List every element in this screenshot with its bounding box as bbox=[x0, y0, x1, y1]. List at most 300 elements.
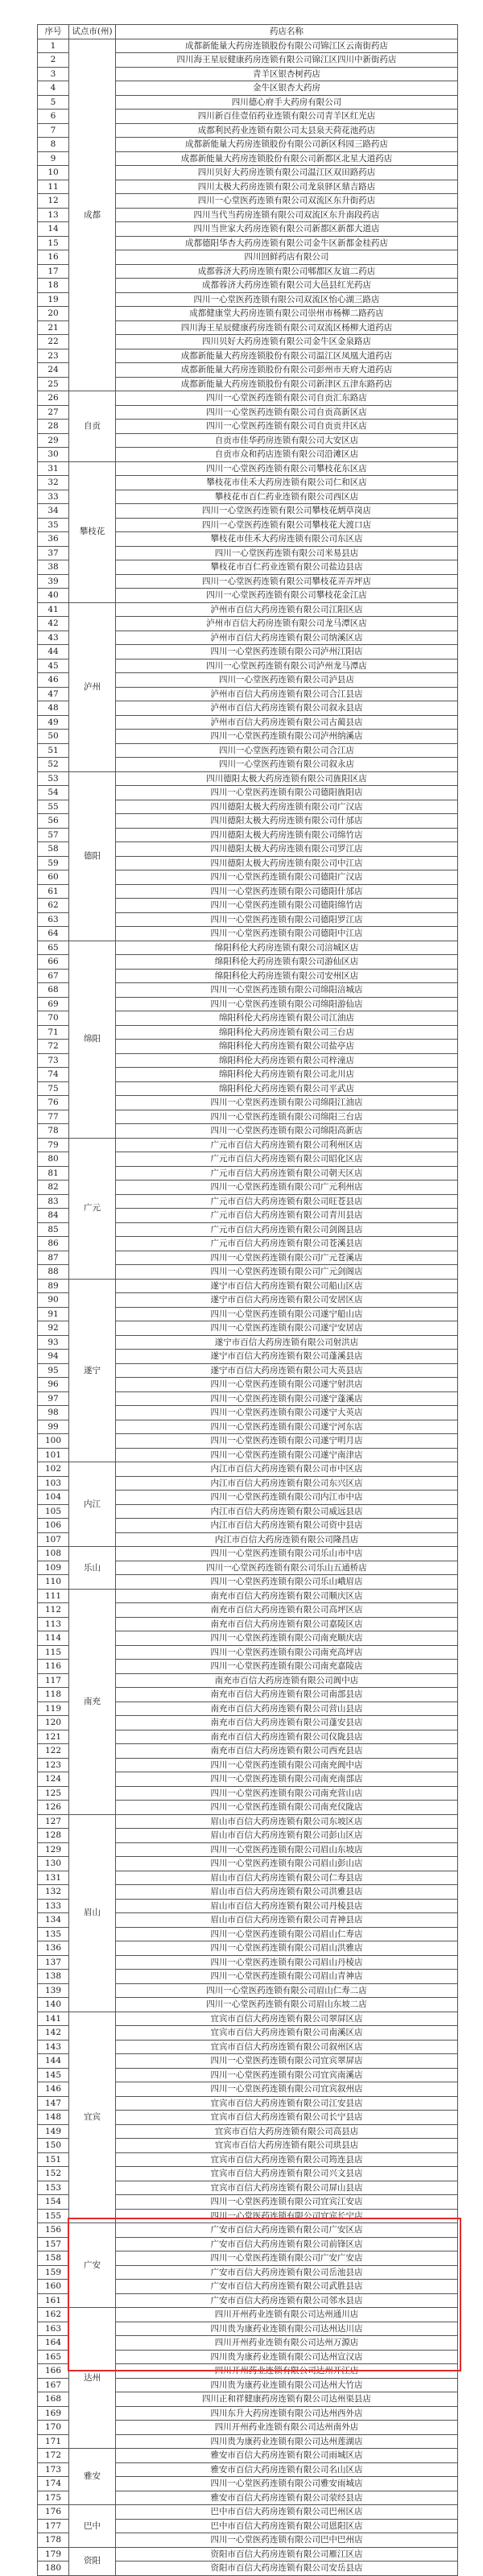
row-number: 137 bbox=[38, 1955, 69, 1970]
pharmacy-name: 内江市百信大药房连锁有限公司市中区店 bbox=[116, 1462, 458, 1477]
pharmacy-name: 四川一心堂医药连锁有限公司雅安雨城店 bbox=[116, 2477, 458, 2491]
pharmacy-name: 广安市百信大药房连锁有限公司邻水县店 bbox=[116, 2293, 458, 2308]
pharmacy-name: 四川一心堂医药连锁有限公司宜宾叙州店 bbox=[116, 2082, 458, 2097]
row-number: 66 bbox=[38, 955, 69, 970]
row-number: 25 bbox=[38, 377, 69, 391]
row-number: 52 bbox=[38, 758, 69, 772]
pharmacy-name: 四川一心堂医药连锁有限公司乐山市中店 bbox=[116, 1547, 458, 1561]
row-number: 31 bbox=[38, 461, 69, 476]
row-number: 126 bbox=[38, 1801, 69, 1815]
row-number: 112 bbox=[38, 1603, 69, 1618]
pharmacy-name: 四川海王星辰健康药房连锁有限公司双流区杨柳大道药店 bbox=[116, 320, 458, 335]
pharmacy-name: 四川一心堂医药连锁有限公司合江店 bbox=[116, 743, 458, 758]
pharmacy-name: 宜宾市百信大药房连锁有限公司珙县店 bbox=[116, 2139, 458, 2153]
pharmacy-name: 成都蓉济大药房连锁有限公司大邑县红光药店 bbox=[116, 279, 458, 293]
pharmacy-name: 自贡市佳华药房连锁有限公司大安区店 bbox=[116, 433, 458, 448]
pharmacy-name: 四川一心堂医药连锁有限公司遂宁蓬溪店 bbox=[116, 1391, 458, 1406]
pharmacy-name: 四川德阳太极大药房连锁有限公司广汉店 bbox=[116, 800, 458, 814]
pharmacy-name: 四川一心堂医药连锁有限公司绵阳三台店 bbox=[116, 1110, 458, 1124]
row-number: 123 bbox=[38, 1758, 69, 1772]
pharmacy-name: 成都新能量大药房连锁股份有限公司温江区凤凰大道药店 bbox=[116, 349, 458, 363]
row-number: 56 bbox=[38, 814, 69, 829]
pharmacy-name: 四川一心堂医药连锁有限公司攀枝花东区店 bbox=[116, 461, 458, 476]
pharmacy-name: 四川正和祥健康药房连锁有限公司达州渠县店 bbox=[116, 2392, 458, 2407]
row-number: 13 bbox=[38, 208, 69, 222]
row-number: 74 bbox=[38, 1068, 69, 1082]
row-number: 178 bbox=[38, 2533, 69, 2548]
pharmacy-name: 绵阳科伦大药房连锁有限公司安州区店 bbox=[116, 969, 458, 983]
pharmacy-name: 南充市百信大药房连锁有限公司营山县店 bbox=[116, 1701, 458, 1716]
row-number: 132 bbox=[38, 1885, 69, 1900]
pharmacy-name: 四川一心堂医药连锁有限公司遂宁射洪店 bbox=[116, 1378, 458, 1392]
row-number: 175 bbox=[38, 2491, 69, 2505]
city-cell: 眉山 bbox=[69, 1814, 116, 2012]
city-cell: 内江 bbox=[69, 1462, 116, 1547]
row-number: 180 bbox=[38, 2562, 69, 2576]
row-number: 8 bbox=[38, 138, 69, 152]
row-number: 113 bbox=[38, 1617, 69, 1631]
row-number: 165 bbox=[38, 2350, 69, 2364]
pharmacy-name: 四川一心堂医药连锁有限公司攀枝花弄弄坪店 bbox=[116, 574, 458, 589]
row-number: 173 bbox=[38, 2462, 69, 2477]
pharmacy-name: 四川海王星辰健康药房连锁有限公司锦江区四川中新街药店 bbox=[116, 53, 458, 68]
pharmacy-name: 四川当代当药房连锁有限公司双流区东升南段药店 bbox=[116, 208, 458, 222]
pharmacy-name: 宜宾市百信大药房连锁有限公司筠连县店 bbox=[116, 2152, 458, 2167]
pharmacy-name: 成都新能量大药房连锁股份有限公司新都区北星大道药店 bbox=[116, 151, 458, 166]
row-number: 26 bbox=[38, 391, 69, 406]
pharmacy-name: 宜宾市百信大药房连锁有限公司屏山县店 bbox=[116, 2181, 458, 2195]
pharmacy-name: 广安市百信大药房连锁有限公司前锋区店 bbox=[116, 2237, 458, 2251]
pharmacy-name: 四川一心堂医药连锁有限公司双流区怡心湖三路店 bbox=[116, 292, 458, 307]
table-row bbox=[38, 1138, 458, 1152]
row-number: 36 bbox=[38, 532, 69, 547]
pharmacy-name: 四川一心堂医药连锁有限公司眉山东坡店 bbox=[116, 1842, 458, 1857]
table-row bbox=[38, 2449, 458, 2463]
pharmacy-name: 四川一心堂医药连锁有限公司攀枝花金江店 bbox=[116, 589, 458, 603]
pharmacy-name: 四川开州药业连锁有限公司达州开江店 bbox=[116, 2364, 458, 2379]
row-number: 61 bbox=[38, 884, 69, 899]
pharmacy-name: 四川一心堂医药连锁有限公司双流区东升街药店 bbox=[116, 194, 458, 209]
row-number: 172 bbox=[38, 2449, 69, 2463]
pharmacy-name: 四川一心堂医药连锁有限公司眉山青神店 bbox=[116, 1970, 458, 1984]
row-number: 93 bbox=[38, 1335, 69, 1350]
row-number: 64 bbox=[38, 927, 69, 941]
pharmacy-name: 四川一心堂医药连锁有限公司泸县店 bbox=[116, 673, 458, 688]
row-number: 21 bbox=[38, 320, 69, 335]
row-number: 160 bbox=[38, 2280, 69, 2294]
row-number: 39 bbox=[38, 574, 69, 589]
pharmacy-name: 眉山市百信大药房连锁有限公司东坡区店 bbox=[116, 1814, 458, 1829]
row-number: 30 bbox=[38, 448, 69, 462]
row-number: 120 bbox=[38, 1716, 69, 1730]
table-body bbox=[38, 39, 458, 2575]
row-number: 96 bbox=[38, 1378, 69, 1392]
pharmacy-name: 宜宾市百信大药房连锁有限公司翠屏区店 bbox=[116, 2012, 458, 2026]
pharmacy-name: 遂宁市百信大药房连锁有限公司射洪店 bbox=[116, 1335, 458, 1350]
pharmacy-name: 成都新能量大药房连锁股份有限公司新区科园三路药店 bbox=[116, 138, 458, 152]
pharmacy-name: 四川贵为康药业连锁有限公司达州宣汉店 bbox=[116, 2350, 458, 2364]
pharmacy-name: 宜宾市百信大药房连锁有限公司叙州区店 bbox=[116, 2040, 458, 2054]
row-number: 140 bbox=[38, 1998, 69, 2012]
row-number: 51 bbox=[38, 743, 69, 758]
pharmacy-name: 广安市百信大药房连锁有限公司武胜县店 bbox=[116, 2280, 458, 2294]
row-number: 142 bbox=[38, 2026, 69, 2041]
pharmacy-name: 南充市百信大药房连锁有限公司嘉陵区店 bbox=[116, 1617, 458, 1631]
pharmacy-name: 南充市百信大药房连锁有限公司顺庆区店 bbox=[116, 1589, 458, 1603]
pharmacy-name: 泸州市百信大药房连锁有限公司龙马潭区店 bbox=[116, 617, 458, 631]
pharmacy-name: 广元市百信大药房连锁有限公司青川县店 bbox=[116, 1209, 458, 1223]
row-number: 81 bbox=[38, 1166, 69, 1180]
pharmacy-name: 成都德阳华杏大药房连锁有限公司金牛区新都金桂药店 bbox=[116, 236, 458, 250]
row-number: 147 bbox=[38, 2096, 69, 2111]
pharmacy-name: 四川一心堂医药连锁有限公司德阳罗江店 bbox=[116, 912, 458, 927]
row-number: 72 bbox=[38, 1040, 69, 1054]
row-number: 156 bbox=[38, 2223, 69, 2238]
row-number: 80 bbox=[38, 1152, 69, 1167]
pharmacy-name: 遂宁市百信大药房连锁有限公司蓬溪县店 bbox=[116, 1350, 458, 1364]
row-number: 150 bbox=[38, 2139, 69, 2153]
pharmacy-name: 四川一心堂医药连锁有限公司米易县店 bbox=[116, 546, 458, 560]
row-number: 114 bbox=[38, 1631, 69, 1646]
row-number: 105 bbox=[38, 1504, 69, 1519]
pharmacy-name: 四川一心堂医药连锁有限公司遂宁大英店 bbox=[116, 1406, 458, 1420]
row-number: 67 bbox=[38, 969, 69, 983]
city-cell: 乐山 bbox=[69, 1547, 116, 1590]
row-number: 16 bbox=[38, 250, 69, 265]
pharmacy-name: 四川一心堂医药连锁有限公司宜宾南溪店 bbox=[116, 2068, 458, 2082]
table-row bbox=[38, 1462, 458, 1477]
pharmacy-name: 宜宾市百信大药房连锁有限公司兴文县店 bbox=[116, 2167, 458, 2181]
row-number: 28 bbox=[38, 420, 69, 434]
pharmacy-name: 四川一心堂医药连锁有限公司自贡高新区店 bbox=[116, 405, 458, 420]
row-number: 170 bbox=[38, 2421, 69, 2435]
row-number: 163 bbox=[38, 2322, 69, 2336]
table-row bbox=[38, 2012, 458, 2026]
pharmacy-name: 四川一心堂医药连锁有限公司德阳中江店 bbox=[116, 927, 458, 941]
pharmacy-name: 四川一心堂医药连锁有限公司内江市中店 bbox=[116, 1491, 458, 1505]
city-cell: 南充 bbox=[69, 1589, 116, 1814]
pharmacy-name: 四川一心堂医药连锁有限公司巴中巴州店 bbox=[116, 2533, 458, 2548]
row-number: 159 bbox=[38, 2265, 69, 2280]
pharmacy-name: 四川德阳太极大药房连锁有限公司罗江店 bbox=[116, 842, 458, 857]
pharmacy-name: 四川一心堂医药连锁有限公司绵阳江油店 bbox=[116, 1096, 458, 1110]
table-row bbox=[38, 941, 458, 955]
row-number: 110 bbox=[38, 1575, 69, 1590]
row-number: 94 bbox=[38, 1350, 69, 1364]
row-number: 85 bbox=[38, 1222, 69, 1237]
row-number: 60 bbox=[38, 870, 69, 885]
city-cell: 绵阳 bbox=[69, 941, 116, 1138]
pharmacy-name: 四川一心堂医药连锁有限公司遂宁河东店 bbox=[116, 1420, 458, 1434]
row-number: 50 bbox=[38, 730, 69, 744]
row-number: 76 bbox=[38, 1096, 69, 1110]
pharmacy-name: 四川一心堂医药连锁有限公司眉山彭山店 bbox=[116, 1857, 458, 1871]
pharmacy-name: 四川德阳太极大药房连锁有限公司旌阳区店 bbox=[116, 771, 458, 786]
row-number: 29 bbox=[38, 433, 69, 448]
city-cell: 宜宾 bbox=[69, 2012, 116, 2223]
pharmacy-name: 资阳市百信大药房连锁有限公司雁江区店 bbox=[116, 2547, 458, 2562]
row-number: 46 bbox=[38, 673, 69, 688]
row-number: 127 bbox=[38, 1814, 69, 1829]
row-number: 87 bbox=[38, 1251, 69, 1265]
row-number: 77 bbox=[38, 1110, 69, 1124]
pharmacy-name: 四川一心堂医药连锁有限公司南充营山店 bbox=[116, 1786, 458, 1801]
row-number: 107 bbox=[38, 1532, 69, 1547]
pharmacy-name: 广安市百信大药房连锁有限公司岳池县店 bbox=[116, 2265, 458, 2280]
row-number: 75 bbox=[38, 1081, 69, 1096]
pharmacy-name: 成都健康堂大药房连锁有限公司崇州市杨柳二路药店 bbox=[116, 307, 458, 321]
row-number: 49 bbox=[38, 715, 69, 730]
city-cell: 广安 bbox=[69, 2223, 116, 2308]
pharmacy-name: 四川一心堂医药连锁有限公司宜宾翠屏店 bbox=[116, 2054, 458, 2069]
row-number: 139 bbox=[38, 1983, 69, 1998]
row-number: 176 bbox=[38, 2505, 69, 2520]
row-number: 82 bbox=[38, 1180, 69, 1195]
pharmacy-name: 南充市百信大药房连锁有限公司西充县店 bbox=[116, 1744, 458, 1759]
row-number: 88 bbox=[38, 1265, 69, 1280]
row-number: 109 bbox=[38, 1561, 69, 1575]
row-number: 108 bbox=[38, 1547, 69, 1561]
pharmacy-name: 绵阳科伦大药房连锁有限公司平武店 bbox=[116, 1081, 458, 1096]
pharmacy-name: 攀枝花市百仁药业连锁有限公司西区店 bbox=[116, 490, 458, 504]
pharmacy-name: 泸州市百信大药房连锁有限公司合江县店 bbox=[116, 687, 458, 701]
table-row bbox=[38, 1814, 458, 1829]
pharmacy-name: 四川一心堂医药连锁有限公司宜宾长宁店 bbox=[116, 2209, 458, 2223]
row-number: 90 bbox=[38, 1293, 69, 1308]
row-number: 68 bbox=[38, 983, 69, 998]
row-number: 63 bbox=[38, 912, 69, 927]
pharmacy-name: 泸州市百信大药房连锁有限公司叙永县店 bbox=[116, 701, 458, 716]
city-cell: 广元 bbox=[69, 1138, 116, 1279]
row-number: 33 bbox=[38, 490, 69, 504]
pharmacy-name: 四川一心堂医药连锁有限公司广元苍溪店 bbox=[116, 1251, 458, 1265]
row-number: 18 bbox=[38, 279, 69, 293]
pharmacy-name: 四川回鲜药店有限公司 bbox=[116, 250, 458, 265]
row-number: 44 bbox=[38, 645, 69, 660]
row-number: 135 bbox=[38, 1927, 69, 1941]
pharmacy-name: 四川一心堂医药连锁有限公司攀枝花炳草岗店 bbox=[116, 504, 458, 519]
pharmacy-name: 四川一心堂医药连锁有限公司绵阳游仙店 bbox=[116, 997, 458, 1011]
row-number: 27 bbox=[38, 405, 69, 420]
row-number: 129 bbox=[38, 1842, 69, 1857]
pharmacy-name: 四川一心堂医药连锁有限公司泸州龙马潭店 bbox=[116, 659, 458, 673]
pharmacy-name: 眉山市百信大药房连锁有限公司丹棱县店 bbox=[116, 1899, 458, 1913]
pharmacy-name: 四川德阳太极大药房连锁有限公司什邡店 bbox=[116, 814, 458, 829]
row-number: 102 bbox=[38, 1462, 69, 1477]
pharmacy-name: 绵阳科伦大药房连锁有限公司北川店 bbox=[116, 1068, 458, 1082]
row-number: 152 bbox=[38, 2167, 69, 2181]
row-number: 24 bbox=[38, 363, 69, 378]
table-row bbox=[38, 2505, 458, 2520]
row-number: 143 bbox=[38, 2040, 69, 2054]
row-number: 71 bbox=[38, 1025, 69, 1040]
pharmacy-name: 四川一心堂医药连锁有限公司南充嘉陵店 bbox=[116, 1660, 458, 1674]
pharmacy-name: 四川贝好大药房连锁有限公司温江区双田路药店 bbox=[116, 166, 458, 180]
row-number: 98 bbox=[38, 1406, 69, 1420]
row-number: 34 bbox=[38, 504, 69, 519]
row-number: 10 bbox=[38, 166, 69, 180]
header-seq: 序号 bbox=[38, 25, 69, 39]
row-number: 86 bbox=[38, 1237, 69, 1251]
row-number: 79 bbox=[38, 1138, 69, 1152]
pharmacy-name: 四川一心堂医药连锁有限公司眉山洪雅店 bbox=[116, 1941, 458, 1956]
city-cell: 资阳 bbox=[69, 2547, 116, 2575]
row-number: 124 bbox=[38, 1772, 69, 1787]
city-cell: 遂宁 bbox=[69, 1279, 116, 1462]
pharmacy-name: 四川新百佳壹佰药业连锁有限公司青羊区红光店 bbox=[116, 110, 458, 124]
row-number: 103 bbox=[38, 1476, 69, 1491]
table-row bbox=[38, 2308, 458, 2322]
pharmacy-table bbox=[37, 24, 458, 2576]
row-number: 15 bbox=[38, 236, 69, 250]
row-number: 7 bbox=[38, 123, 69, 138]
row-number: 145 bbox=[38, 2068, 69, 2082]
pharmacy-name: 四川一心堂医药连锁有限公司南充仪陇店 bbox=[116, 1801, 458, 1815]
row-number: 119 bbox=[38, 1701, 69, 1716]
pharmacy-name: 宜宾市百信大药房连锁有限公司长宁县店 bbox=[116, 2111, 458, 2125]
row-number: 125 bbox=[38, 1786, 69, 1801]
row-number: 92 bbox=[38, 1321, 69, 1336]
pharmacy-name: 成都蓉济大药房连锁有限公司郫都区友谊二药店 bbox=[116, 264, 458, 279]
pharmacy-name: 宜宾市百信大药房连锁有限公司南溪区店 bbox=[116, 2026, 458, 2041]
pharmacy-name: 成都利民药业连锁有限公司太县泉天荷花池药店 bbox=[116, 123, 458, 138]
pharmacy-name: 成都新能量大药房连锁股份有限公司锦江区云南街药店 bbox=[116, 39, 458, 53]
pharmacy-name: 四川一心堂医药连锁有限公司遂宁明月店 bbox=[116, 1434, 458, 1449]
pharmacy-name: 绵阳科伦大药房连锁有限公司涪城区店 bbox=[116, 941, 458, 955]
table-row bbox=[38, 461, 458, 476]
row-number: 133 bbox=[38, 1899, 69, 1913]
table-row bbox=[38, 39, 458, 53]
pharmacy-name: 眉山市百信大药房连锁有限公司仁寿县店 bbox=[116, 1871, 458, 1885]
row-number: 57 bbox=[38, 828, 69, 842]
document-page bbox=[37, 24, 457, 2576]
pharmacy-name: 四川一心堂医药连锁有限公司广元剑阁店 bbox=[116, 1265, 458, 1280]
row-number: 55 bbox=[38, 800, 69, 814]
pharmacy-name: 广元市百信大药房连锁有限公司苍溪县店 bbox=[116, 1237, 458, 1251]
row-number: 47 bbox=[38, 687, 69, 701]
row-number: 164 bbox=[38, 2336, 69, 2351]
pharmacy-name: 金牛区银杏大药房 bbox=[116, 81, 458, 96]
row-number: 43 bbox=[38, 631, 69, 645]
row-number: 2 bbox=[38, 53, 69, 68]
pharmacy-name: 四川一心堂医药连锁有限公司眉山东坡二店 bbox=[116, 1998, 458, 2012]
pharmacy-name: 南充市百信大药房连锁有限公司高坪区店 bbox=[116, 1603, 458, 1618]
pharmacy-name: 四川一心堂医药连锁有限公司遂宁船山店 bbox=[116, 1307, 458, 1321]
row-number: 37 bbox=[38, 546, 69, 560]
header-name: 药店名称 bbox=[116, 25, 458, 39]
pharmacy-name: 四川一心堂医药连锁有限公司遂宁安居店 bbox=[116, 1321, 458, 1336]
row-number: 22 bbox=[38, 335, 69, 349]
table-row bbox=[38, 771, 458, 786]
row-number: 14 bbox=[38, 222, 69, 237]
row-number: 138 bbox=[38, 1970, 69, 1984]
pharmacy-name: 四川一心堂医药连锁有限公司乐山峨眉店 bbox=[116, 1575, 458, 1590]
row-number: 141 bbox=[38, 2012, 69, 2026]
row-number: 4 bbox=[38, 81, 69, 96]
row-number: 20 bbox=[38, 307, 69, 321]
row-number: 154 bbox=[38, 2195, 69, 2210]
row-number: 149 bbox=[38, 2124, 69, 2139]
pharmacy-name: 绵阳科伦大药房连锁有限公司江油店 bbox=[116, 1011, 458, 1026]
pharmacy-name: 四川德心府手大药房有限公司 bbox=[116, 95, 458, 110]
pharmacy-name: 四川一心堂医药连锁有限公司南充高坪店 bbox=[116, 1645, 458, 1660]
pharmacy-name: 四川一心堂医药连锁有限公司宜宾江安店 bbox=[116, 2195, 458, 2210]
row-number: 35 bbox=[38, 518, 69, 532]
pharmacy-name: 资阳市百信大药房连锁有限公司安岳县店 bbox=[116, 2562, 458, 2576]
table-row bbox=[38, 391, 458, 406]
row-number: 45 bbox=[38, 659, 69, 673]
row-number: 161 bbox=[38, 2293, 69, 2308]
pharmacy-name: 泸州市百信大药房连锁有限公司纳溪区店 bbox=[116, 631, 458, 645]
row-number: 99 bbox=[38, 1420, 69, 1434]
pharmacy-name: 青羊区银杏树药店 bbox=[116, 67, 458, 81]
table-row bbox=[38, 2223, 458, 2238]
row-number: 104 bbox=[38, 1491, 69, 1505]
pharmacy-name: 四川一心堂医药连锁有限公司眉山仁寿店 bbox=[116, 1927, 458, 1941]
row-number: 177 bbox=[38, 2519, 69, 2533]
city-cell: 达州 bbox=[69, 2308, 116, 2449]
pharmacy-name: 四川一心堂医药连锁有限公司德阳广汉店 bbox=[116, 870, 458, 885]
pharmacy-name: 四川一心堂医药连锁有限公司绵阳涪城店 bbox=[116, 983, 458, 998]
row-number: 1 bbox=[38, 39, 69, 53]
pharmacy-name: 四川一心堂医药连锁有限公司南充南部店 bbox=[116, 1772, 458, 1787]
row-number: 155 bbox=[38, 2209, 69, 2223]
row-number: 32 bbox=[38, 476, 69, 490]
header-city: 试点市(州) bbox=[69, 25, 116, 39]
row-number: 97 bbox=[38, 1391, 69, 1406]
pharmacy-name: 四川东升大药房连锁有限公司达州西外店 bbox=[116, 2406, 458, 2421]
row-number: 157 bbox=[38, 2237, 69, 2251]
pharmacy-name: 绵阳科伦大药房连锁有限公司游仙区店 bbox=[116, 955, 458, 970]
row-number: 95 bbox=[38, 1363, 69, 1378]
pharmacy-name: 宜宾市百信大药房连锁有限公司江安县店 bbox=[116, 2096, 458, 2111]
row-number: 158 bbox=[38, 2251, 69, 2266]
pharmacy-name: 眉山市百信大药房连锁有限公司青神县店 bbox=[116, 1913, 458, 1928]
pharmacy-name: 广元市百信大药房连锁有限公司朝天区店 bbox=[116, 1166, 458, 1180]
pharmacy-name: 南充市百信大药房连锁有限公司南部县店 bbox=[116, 1688, 458, 1702]
pharmacy-name: 四川一心堂医药连锁有限公司自贡汇东路店 bbox=[116, 391, 458, 406]
row-number: 23 bbox=[38, 349, 69, 363]
pharmacy-name: 广元市百信大药房连锁有限公司昭化区店 bbox=[116, 1152, 458, 1167]
pharmacy-name: 四川一心堂医药连锁有限公司绵阳高新店 bbox=[116, 1124, 458, 1139]
pharmacy-name: 广元市百信大药房连锁有限公司旺苍县店 bbox=[116, 1194, 458, 1209]
pharmacy-name: 四川贝好大药房连锁有限公司金牛区金泉路店 bbox=[116, 335, 458, 349]
pharmacy-name: 广元市百信大药房连锁有限公司利州区店 bbox=[116, 1138, 458, 1152]
pharmacy-name: 内江市百信大药房连锁有限公司隆昌店 bbox=[116, 1532, 458, 1547]
pharmacy-name: 遂宁市百信大药房连锁有限公司船山区店 bbox=[116, 1279, 458, 1293]
row-number: 84 bbox=[38, 1209, 69, 1223]
pharmacy-name: 遂宁市百信大药房连锁有限公司安居区店 bbox=[116, 1293, 458, 1308]
row-number: 48 bbox=[38, 701, 69, 716]
pharmacy-name: 眉山市百信大药房连锁有限公司彭山区店 bbox=[116, 1829, 458, 1843]
row-number: 136 bbox=[38, 1941, 69, 1956]
pharmacy-name: 四川一心堂医药连锁有限公司叙永店 bbox=[116, 758, 458, 772]
pharmacy-name: 四川一心堂医药连锁有限公司德阳绵竹店 bbox=[116, 899, 458, 913]
pharmacy-name: 眉山市百信大药房连锁有限公司洪雅县店 bbox=[116, 1885, 458, 1900]
pharmacy-name: 绵阳科伦大药房连锁有限公司盐亭店 bbox=[116, 1040, 458, 1054]
row-number: 151 bbox=[38, 2152, 69, 2167]
row-number: 40 bbox=[38, 589, 69, 603]
row-number: 53 bbox=[38, 771, 69, 786]
row-number: 69 bbox=[38, 997, 69, 1011]
table-header-row bbox=[38, 25, 458, 39]
table-row bbox=[38, 2547, 458, 2562]
row-number: 118 bbox=[38, 1688, 69, 1702]
row-number: 169 bbox=[38, 2406, 69, 2421]
row-number: 179 bbox=[38, 2547, 69, 2562]
pharmacy-name: 四川贵为康药业连锁有限公司达州达川店 bbox=[116, 2322, 458, 2336]
pharmacy-name: 四川一心堂医药连锁有限公司广安广安店 bbox=[116, 2251, 458, 2266]
